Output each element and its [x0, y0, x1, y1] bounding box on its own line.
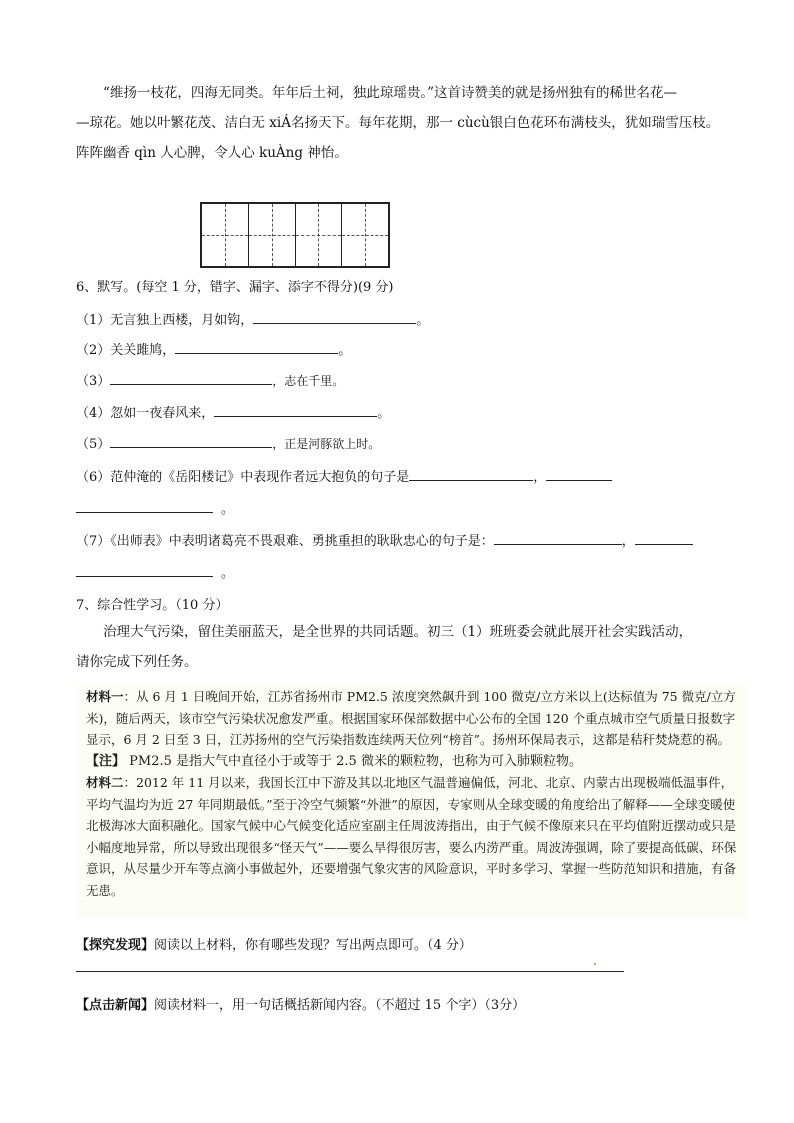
material-2-text: ：2012 年 11 月以来，我国长江中下游及其以北地区气温普遍偏低，河北、北京、内蒙古出现极端低温事件，平均气温均为近 27 年同期最低。”至于冷空气频繁“外泄”的原因，专家则从全球变暖的角度给出了解释——全球变暖使北极海冰大面积融化。国家气候中心气候变化适应室副主任周波涛指出，由于气候不像原来只在平均值附近摆动或只是小幅度地异常，所以导致出现很多“怪天气”——要么旱得很厉害，要么内涝严重。周波涛强调，除了要提高低碳、环保意识，从尽量少开车等点滴小事做起外，还要增强气象灾害的风险意识，平时多学习、掌握一些防范知识和措施，有备无患。: [86, 775, 737, 898]
news-label: 【点击新闻】: [76, 998, 155, 1013]
grid-cell[interactable]: [202, 204, 249, 266]
explore-text: 阅读以上材料，你有哪些发现？写出两点即可。（4 分）: [154, 938, 472, 953]
intro-paragraph: [76, 78, 726, 168]
intro-line-1: “维扬一枝花，四海无同类。年年后土祠，独此琼瑶贵。”这首诗赞美的就是扬州独有的稀世名花—: [103, 85, 678, 101]
answer-blank[interactable]: [110, 433, 272, 448]
answer-blank[interactable]: [175, 339, 338, 354]
material-2: [86, 772, 742, 901]
q6-item-2: （2）关关雎鸠， 。: [76, 339, 351, 358]
grid-cell[interactable]: [249, 204, 296, 266]
q7-intro-line-1: 治理大气污染，留住美丽蓝天，是全世界的共同话题。初三（1）班班委会就此展开社会实践活动，: [103, 624, 693, 640]
answer-blank[interactable]: [214, 402, 377, 417]
q6-item-6: （6）范仲淹的《岳阳楼记》中表现作者远大抱负的句子是 ，: [76, 466, 612, 485]
q7-intro-line-2: 请你完成下列任务。: [76, 654, 198, 670]
material-2-label: 材料二: [86, 775, 124, 790]
q6-item-7: （7）《出师表》中表明诸葛亮不畏艰难、勇挑重担的耿耿忠心的句子是： ，: [76, 530, 693, 549]
q6-item-5: （5） ，正是河豚欲上时。: [76, 433, 380, 452]
answer-blank[interactable]: [253, 309, 416, 324]
q7-intro: [76, 617, 726, 677]
q6-title: 6、默写。(每空 1 分，错字、漏字、添字不得分)(9 分): [76, 280, 394, 295]
q6-item-4: （4）忽如一夜春风来， 。: [76, 402, 390, 421]
note: [86, 751, 742, 773]
material-1-text: ：从 6 月 1 日晚间开始，江苏省扬州市 PM2.5 浓度突然飙升到 100 微克/立方米以上(达标值为 75 微克/立方米)，随后两天，该市空气污染状况愈发严重。根据国家环保部数据中心公布的全国 120 个重点城市空气质量日报数字显示，6 月 2 日至 3 日，江苏扬州的空气污染指数连续两天位列“榜首”。扬州环保局表示，这都是秸秆焚烧惹的祸。: [86, 689, 736, 747]
news-text: 阅读材料一，用一句话概括新闻内容。（不超过 15 个字）（3分）: [154, 998, 526, 1013]
explore-label: 【探究发现】: [76, 938, 155, 953]
explore-answer-line[interactable]: [76, 971, 624, 972]
intro-line-3: 阵阵幽香 qìn 人心脾，令人心 kuÀng 神怡。: [76, 145, 348, 161]
material-1: [86, 686, 742, 751]
intro-line-2: —琼花。她以叶繁花茂、洁白无 xiÁ名扬天下。每年花期，那一 cùcù银白色花环布满枝头，犹如瑞雪压枝。: [76, 115, 720, 131]
decorative-dot: [594, 963, 596, 965]
answer-blank[interactable]: [110, 370, 272, 385]
materials-box: [76, 684, 748, 918]
grid-cell[interactable]: [296, 204, 343, 266]
answer-blank[interactable]: [76, 562, 213, 577]
news-question: [76, 994, 525, 1013]
answer-blank[interactable]: [76, 498, 213, 513]
answer-blank[interactable]: [409, 466, 533, 481]
answer-blank[interactable]: [494, 530, 622, 545]
grid-cell[interactable]: [342, 204, 388, 266]
answer-blank[interactable]: [635, 530, 693, 545]
material-1-label: 材料一: [86, 689, 124, 704]
answer-blank[interactable]: [546, 466, 612, 481]
note-text: PM2.5 是指大气中直径小于或等于 2.5 微米的颗粒物，也称为可入肺颗粒物。: [125, 753, 582, 769]
q7-title: 7、综合性学习。（10 分）: [76, 598, 229, 613]
q6-item-6-cont: 。: [76, 498, 234, 517]
q6-item-1: （1）无言独上西楼，月如钩， 。: [76, 309, 429, 328]
answer-grid[interactable]: [200, 202, 390, 268]
note-label: 【注】: [86, 753, 126, 769]
q6-item-3: （3） ，志在千里。: [76, 370, 344, 389]
q6-item-7-cont: 。: [76, 562, 234, 581]
explore-question: [76, 934, 472, 953]
